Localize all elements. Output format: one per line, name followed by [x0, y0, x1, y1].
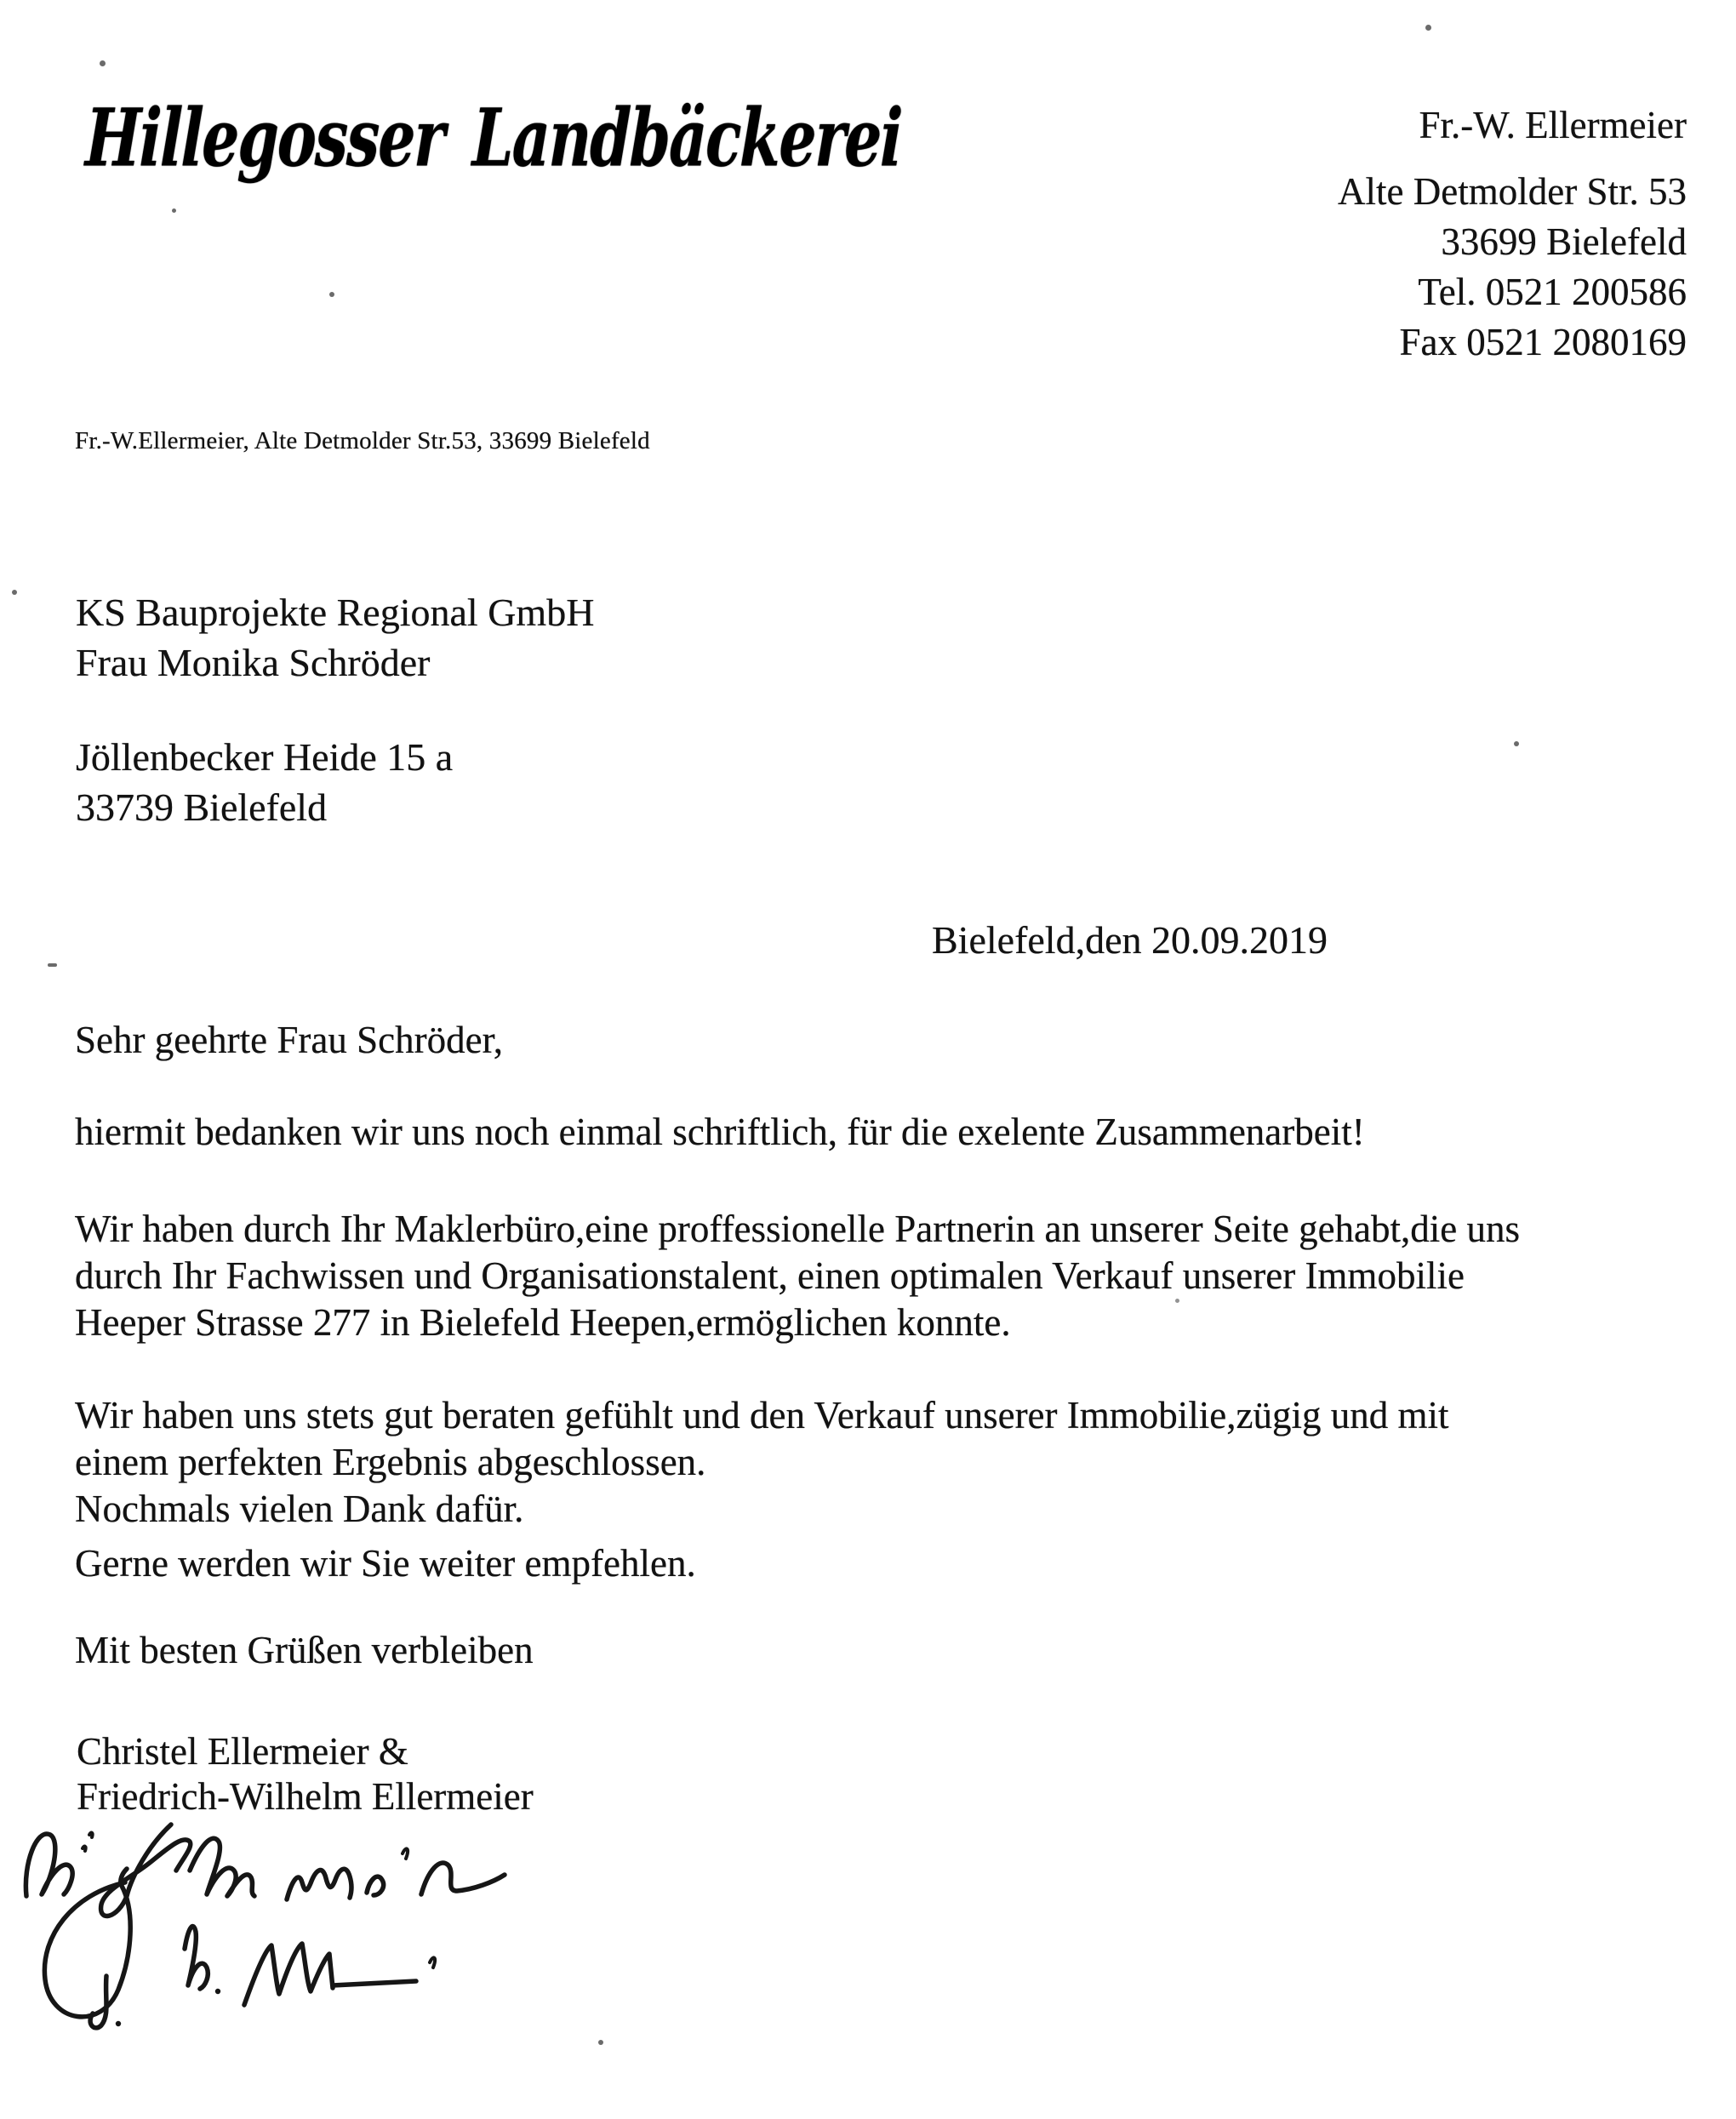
- closing-formula: Mit besten Grüßen verbleiben: [75, 1629, 534, 1671]
- recipient-person: Frau Monika Schröder: [76, 641, 431, 684]
- scan-speck: [172, 208, 176, 213]
- letterhead-contact-block: [1338, 100, 1687, 368]
- handwritten-signature-icon: [21, 1809, 634, 2056]
- letterhead-fax: Fax 0521 2080169: [1399, 321, 1687, 363]
- scan-speck: [100, 60, 106, 66]
- salutation: Sehr geehrte Frau Schröder,: [75, 1019, 504, 1061]
- letterhead-name: Fr.-W. Ellermeier: [1419, 104, 1687, 146]
- body-paragraph-2: [75, 1206, 1520, 1346]
- scan-speck: [1175, 1299, 1179, 1303]
- recipient-street: Jöllenbecker Heide 15 a: [76, 735, 454, 779]
- letterhead-street: Alte Detmolder Str. 53: [1338, 170, 1687, 213]
- scan-speck: [1514, 741, 1519, 746]
- body-line: Wir haben uns stets gut beraten gefühlt und den Verkauf unserer Immobilie,zügig und mit: [75, 1394, 1449, 1436]
- sender-return-address: Fr.-W.Ellermeier, Alte Detmolder Str.53, 33699 Bielefeld: [75, 427, 650, 454]
- body-line: einem perfekten Ergebnis abgeschlossen.: [75, 1441, 706, 1483]
- signature-name-block: [77, 1729, 534, 1819]
- body-line: durch Ihr Fachwissen und Organisationstalent, einen optimalen Verkauf unserer Immobilie: [75, 1254, 1465, 1297]
- scan-speck: [1425, 25, 1431, 31]
- body-line: Heeper Strasse 277 in Bielefeld Heepen,ermöglichen konnte.: [75, 1301, 1011, 1344]
- body-paragraph-3: [75, 1392, 1448, 1587]
- scan-speck: [598, 2040, 603, 2045]
- scan-speck: [48, 963, 57, 967]
- recipient-company: KS Bauprojekte Regional GmbH: [76, 591, 595, 634]
- recipient-address-block: [76, 587, 594, 832]
- place-date-line: Bielefeld,den 20.09.2019: [932, 918, 1328, 962]
- letterhead-phone: Tel. 0521 200586: [1418, 271, 1687, 313]
- scan-speck: [12, 590, 17, 595]
- body-line: Nochmals vielen Dank dafür.: [75, 1488, 524, 1530]
- signatory-name-1: Christel Ellermeier &: [77, 1730, 408, 1773]
- body-line: hiermit bedanken wir uns noch einmal schriftlich, für die exelente Zusammenarbeit!: [75, 1111, 1365, 1153]
- letterhead-city: 33699 Bielefeld: [1441, 220, 1687, 263]
- signatory-name-2: Friedrich-Wilhelm Ellermeier: [77, 1775, 534, 1818]
- body-paragraph-1: [75, 1109, 1365, 1156]
- recipient-city: 33739 Bielefeld: [76, 785, 328, 829]
- address-spacer: [76, 688, 594, 732]
- body-line: Gerne werden wir Sie weiter empfehlen.: [75, 1542, 696, 1585]
- scan-speck: [329, 292, 334, 297]
- company-logo-wordmark: Hillegosser Landbäckerei: [84, 92, 903, 186]
- body-line: Wir haben durch Ihr Maklerbüro,eine proffessionelle Partnerin an unserer Seite gehabt,die uns: [75, 1208, 1521, 1250]
